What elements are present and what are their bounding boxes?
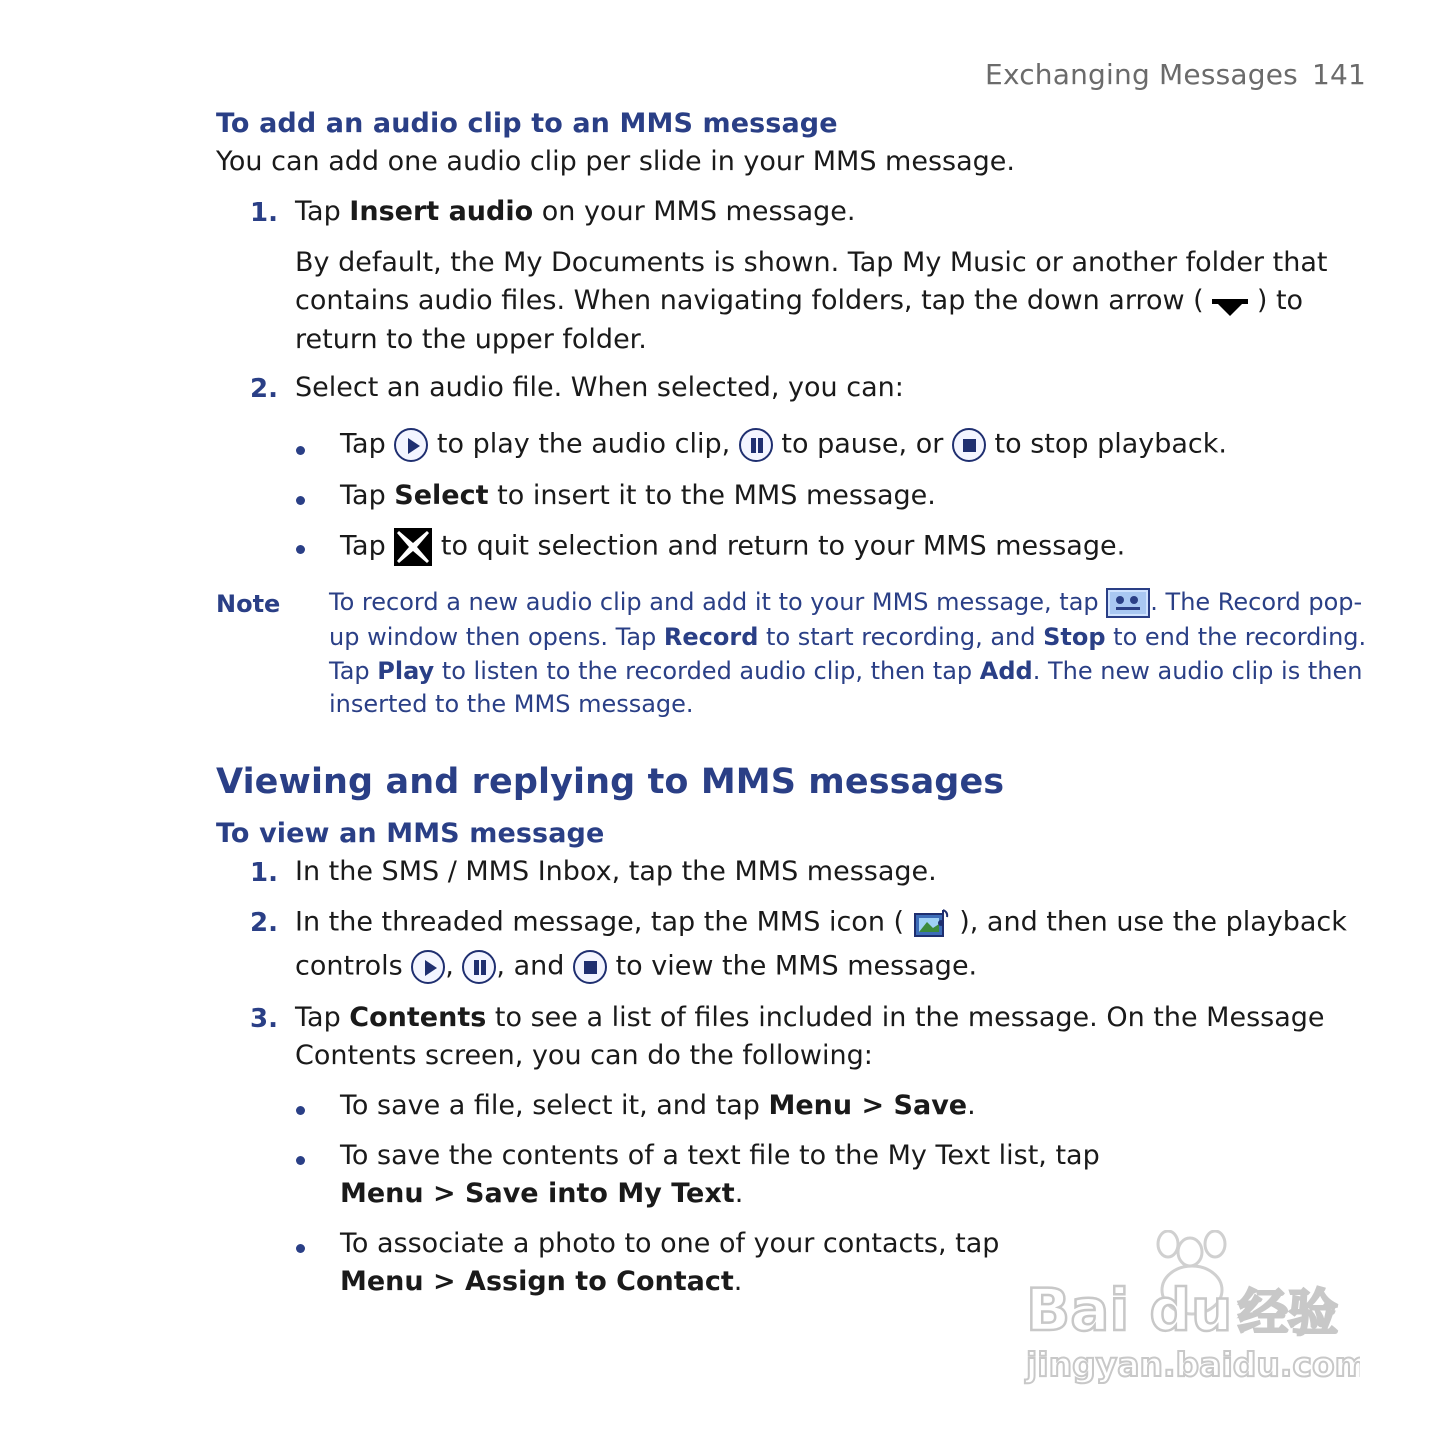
text-segment: to insert it to the MMS message.	[488, 480, 936, 511]
text-segment: ,	[445, 950, 463, 982]
down-arrow-icon	[1212, 293, 1248, 311]
bold-term: Stop	[1043, 623, 1106, 651]
text-segment: .	[967, 1090, 976, 1121]
pause-icon	[462, 950, 496, 984]
note-line3	[329, 657, 1362, 685]
play-icon	[411, 950, 445, 984]
watermark-url: jingyan.baidu.com	[1026, 1345, 1360, 1384]
text-segment: to end the recording.	[1105, 623, 1367, 651]
mms-icon	[913, 906, 951, 940]
audio-heading: To add an audio clip to an MMS message	[216, 108, 838, 139]
bold-term: Play	[377, 657, 435, 685]
view-step3-line1	[295, 1002, 1325, 1033]
text-segment: to see a list of files included in the message. On the Message	[486, 1002, 1325, 1033]
bullet-dot	[296, 446, 305, 455]
view-step3-line2: Contents screen, you can do the following:	[295, 1040, 873, 1071]
text-segment: Tap	[295, 196, 350, 227]
view-step2-line2	[295, 950, 977, 984]
note-line1	[329, 588, 1362, 618]
text-segment: controls	[295, 950, 412, 982]
audio-step1-para-line3: return to the upper folder.	[295, 324, 647, 355]
bullet-dot	[296, 496, 305, 505]
bold-term: Add	[979, 657, 1033, 685]
text-segment: to stop playback.	[994, 428, 1227, 460]
text-segment: on your MMS message.	[533, 196, 856, 227]
play-icon	[394, 428, 428, 462]
step-number: 1.	[250, 858, 278, 888]
text-segment: To save a file, select it, and tap	[340, 1090, 769, 1121]
text-segment: .	[733, 1266, 743, 1297]
text-segment: Tap	[295, 1002, 350, 1033]
bullet-dot	[296, 1106, 305, 1115]
watermark-brand: Bai du	[1026, 1276, 1233, 1344]
text-segment: . The Record pop-	[1150, 588, 1363, 616]
note-line4: inserted to the MMS message.	[329, 690, 694, 718]
audio-step1-para-line1: By default, the My Documents is shown. Tap My Music or another folder that	[295, 247, 1328, 278]
audio-bullet-select	[340, 480, 936, 511]
close-x-icon	[394, 528, 432, 566]
step-number: 2.	[250, 908, 278, 938]
bold-term: Menu > Save	[768, 1090, 968, 1121]
bold-term: Insert audio	[349, 196, 534, 227]
bold-term: Select	[394, 480, 489, 511]
view-bullet-contact-line1: To associate a photo to one of your contacts, tap	[340, 1228, 1000, 1259]
text-segment: , and	[496, 950, 573, 982]
baidu-watermark	[1020, 1230, 1360, 1390]
note-line2	[329, 623, 1366, 651]
note-label: Note	[216, 590, 281, 618]
text-segment: to play the audio clip,	[436, 428, 739, 460]
bold-term: Contents	[349, 1002, 487, 1033]
step-number: 1.	[250, 198, 278, 228]
text-segment: contains audio files. When navigating folders, tap the down arrow (	[295, 285, 1204, 316]
text-segment: to view the MMS message.	[615, 950, 978, 982]
text-segment: Tap	[340, 530, 395, 562]
audio-intro: You can add one audio clip per slide in your MMS message.	[216, 146, 1015, 177]
text-segment: Tap	[340, 428, 395, 460]
view-step1: In the SMS / MMS Inbox, tap the MMS message.	[295, 856, 937, 887]
view-bullet-contact-line2	[340, 1266, 742, 1297]
stop-icon	[573, 950, 607, 984]
view-heading: To view an MMS message	[216, 818, 605, 849]
view-bullet-mytext-line1: To save the contents of a text file to the My Text list, tap	[340, 1140, 1100, 1171]
text-segment: to listen to the recorded audio clip, then tap	[434, 657, 980, 685]
text-segment: .	[734, 1178, 744, 1209]
text-segment: ) to	[1256, 285, 1304, 316]
bullet-dot	[296, 545, 305, 554]
view-bullet-mytext-line2	[340, 1178, 743, 1209]
pause-icon	[739, 428, 773, 462]
text-segment: . The new audio clip is then	[1032, 657, 1363, 685]
audio-bullet-quit	[340, 528, 1125, 566]
audio-step1-para-line2	[295, 285, 1303, 316]
running-header	[985, 58, 1366, 91]
step-number: 3.	[250, 1004, 278, 1034]
section-title: Viewing and replying to MMS messages	[216, 762, 1005, 802]
audio-step2: Select an audio file. When selected, you can:	[295, 372, 904, 403]
audio-step1	[295, 196, 855, 227]
view-bullet-save	[340, 1090, 976, 1121]
bold-term: Menu > Assign to Contact	[340, 1266, 734, 1297]
text-segment: ), and then use the playback	[959, 906, 1347, 938]
header-section-title: Exchanging Messages	[985, 58, 1298, 91]
view-step2-line1	[295, 906, 1347, 940]
text-segment: In the threaded message, tap the MMS icon (	[295, 906, 905, 938]
record-icon	[1106, 588, 1150, 618]
bullet-dot	[296, 1156, 305, 1165]
page-number: 141	[1311, 58, 1366, 91]
audio-bullet-playback	[340, 428, 1227, 462]
text-segment: up window then opens. Tap	[329, 623, 664, 651]
text-segment: to pause, or	[781, 428, 952, 460]
stop-icon	[952, 428, 986, 462]
bullet-dot	[296, 1244, 305, 1253]
text-segment: To record a new audio clip and add it to your MMS message, tap	[329, 588, 1107, 616]
bold-term: Menu > Save into My Text	[340, 1178, 735, 1209]
text-segment: to start recording, and	[758, 623, 1044, 651]
text-segment: to quit selection and return to your MMS message.	[440, 530, 1126, 562]
text-segment: Tap	[340, 480, 395, 511]
watermark-cn: 经验	[1238, 1284, 1338, 1342]
bold-term: Record	[663, 623, 759, 651]
step-number: 2.	[250, 374, 278, 404]
text-segment: Tap	[329, 657, 378, 685]
